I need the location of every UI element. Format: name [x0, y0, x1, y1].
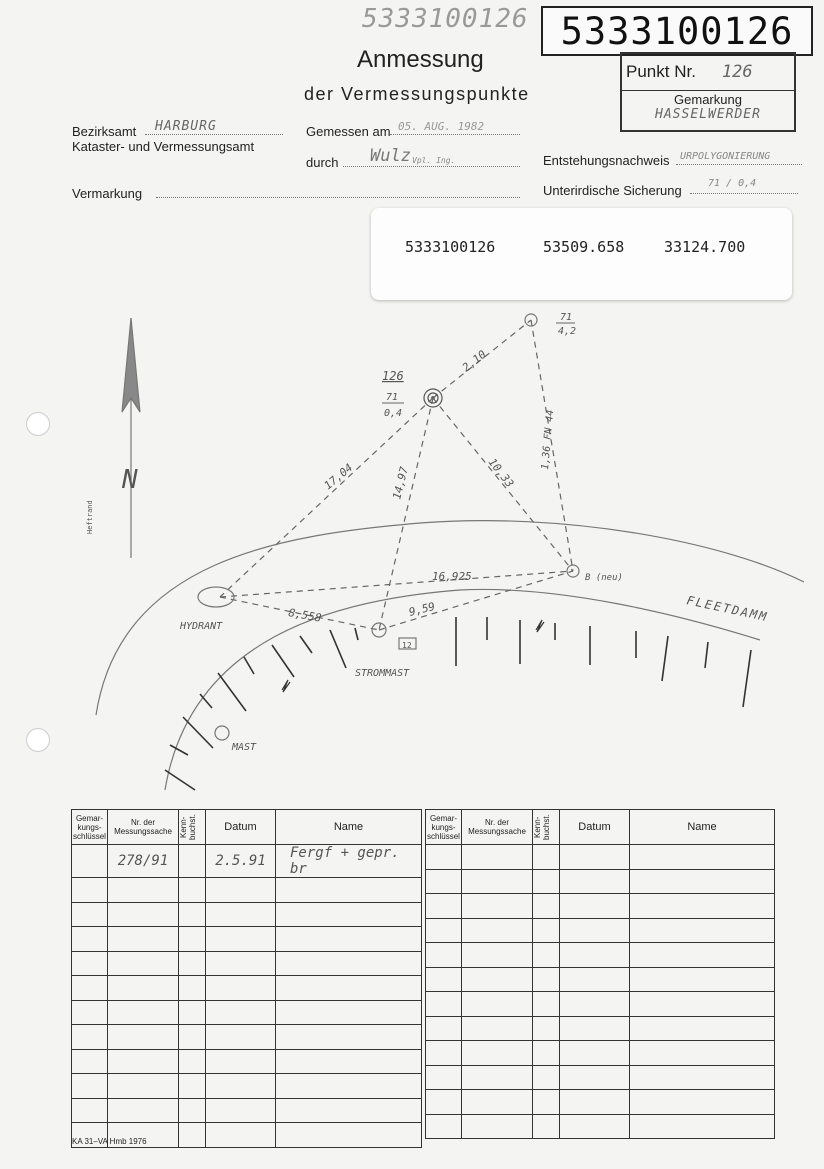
table-cell	[560, 1090, 630, 1115]
table-row	[426, 1041, 775, 1066]
table-cell	[72, 1074, 108, 1099]
table-cell	[108, 1074, 179, 1099]
dist-left: 17,04	[321, 461, 356, 493]
table-cell	[560, 869, 630, 894]
line-strommast-b	[379, 571, 573, 630]
b-label: B (neu)	[585, 573, 623, 583]
table-cell	[426, 1016, 462, 1041]
bezirksamt-line	[145, 134, 283, 135]
table-cell	[206, 878, 276, 903]
durch-line	[343, 166, 520, 167]
line-126-strommast	[379, 398, 433, 630]
table-cell	[462, 992, 533, 1017]
table-cell	[533, 992, 560, 1017]
table-cell	[426, 918, 462, 943]
table-cell	[560, 1016, 630, 1041]
table-row	[72, 976, 422, 1001]
table-cell	[426, 992, 462, 1017]
table-cell	[560, 845, 630, 870]
cell-datum: 2.5.91	[206, 845, 276, 878]
dist-mast: 9,59	[407, 599, 437, 619]
table-cell	[108, 878, 179, 903]
table-row	[426, 1090, 775, 1115]
table-cell	[179, 951, 206, 976]
th-messungssache: Nr. der Messungssache	[108, 810, 179, 845]
table-cell	[462, 845, 533, 870]
dist-right: 10,33	[485, 455, 517, 490]
table-cell	[206, 951, 276, 976]
table-cell	[462, 967, 533, 992]
lightning-symbol-right	[536, 620, 544, 632]
sicherung-line	[690, 193, 798, 194]
table-cell	[462, 1114, 533, 1139]
th-kennbuchst	[533, 810, 560, 845]
table-cell	[206, 1049, 276, 1074]
strommast-label: STROMMAST	[355, 668, 410, 679]
table-cell	[462, 1065, 533, 1090]
page-title: Anmessung	[357, 46, 484, 73]
table-cell	[533, 894, 560, 919]
cell-kennbuchst	[179, 845, 206, 878]
table-cell	[462, 1090, 533, 1115]
table-cell	[560, 918, 630, 943]
table-cell	[533, 918, 560, 943]
table-cell	[206, 1123, 276, 1148]
point-126-label: 126	[382, 369, 404, 383]
point-hydrant	[198, 587, 234, 607]
table-row	[72, 1098, 422, 1123]
table-cell	[179, 902, 206, 927]
gemarkung-label: Gemarkung	[674, 92, 742, 107]
bezirksamt-value: HARBURG	[155, 119, 217, 134]
table-cell	[630, 1114, 775, 1139]
table-row	[72, 1025, 422, 1050]
table-cell	[276, 1025, 422, 1050]
table-row	[426, 1016, 775, 1041]
fleetdamm-label: FLEETDAMM	[685, 593, 770, 625]
table-row	[426, 1065, 775, 1090]
table-cell	[206, 1074, 276, 1099]
table-row	[72, 902, 422, 927]
point-126-center	[432, 397, 435, 400]
gemessen-value: 05. AUG. 1982	[398, 120, 485, 133]
road-upper-curve	[96, 521, 804, 715]
table-cell	[533, 1065, 560, 1090]
table-cell	[108, 951, 179, 976]
table-cell	[276, 951, 422, 976]
table-cell	[462, 943, 533, 968]
entstehung-label: Entstehungsnachweis	[543, 153, 670, 168]
table-cell	[533, 1041, 560, 1066]
mast-label: MAST	[232, 742, 257, 753]
table-cell	[276, 878, 422, 903]
durch-value: Wulz	[370, 146, 411, 166]
th-messungssache: Nr. der Messungssache	[462, 810, 533, 845]
table-cell	[630, 869, 775, 894]
table-cell	[72, 951, 108, 976]
th-gemarkung: Gemar-kungs-schlüssel	[426, 810, 462, 845]
lightning-symbol-left	[282, 680, 290, 692]
table-cell	[108, 902, 179, 927]
table-cell	[533, 845, 560, 870]
table-cell	[206, 927, 276, 952]
table-cell	[560, 894, 630, 919]
th-datum: Datum	[206, 810, 276, 845]
top-frac-bottom: 4,2	[558, 326, 577, 337]
table-row	[426, 894, 775, 919]
box-12-label: 12	[402, 641, 412, 650]
th-kennbuchst	[179, 810, 206, 845]
table-cell	[426, 967, 462, 992]
table-cell	[179, 1000, 206, 1025]
coordinate-strip	[371, 208, 792, 300]
table-cell	[276, 1098, 422, 1123]
table-cell	[206, 976, 276, 1001]
vermarkung-line	[156, 197, 520, 198]
vermarkung-label: Vermarkung	[72, 186, 143, 201]
table-cell	[276, 1123, 422, 1148]
table-cell	[108, 976, 179, 1001]
table-cell	[72, 1049, 108, 1074]
stamp-number	[541, 6, 813, 56]
gemessen-line	[390, 134, 520, 135]
table-cell	[179, 1098, 206, 1123]
bezirksamt-label: Bezirksamt	[72, 124, 137, 139]
table-cell	[426, 1041, 462, 1066]
gemessen-label: Gemessen am	[306, 124, 391, 139]
table-cell	[630, 1016, 775, 1041]
gemarkung-value: HASSELWERDER	[655, 107, 761, 122]
table-cell	[630, 918, 775, 943]
coord-y: 33124.700	[664, 238, 746, 256]
th-datum: Datum	[560, 810, 630, 845]
table-cell	[630, 845, 775, 870]
point-mast	[215, 726, 229, 740]
table-cell	[276, 1000, 422, 1025]
table-row	[72, 878, 422, 903]
table-cell	[462, 1041, 533, 1066]
table-cell	[206, 1000, 276, 1025]
table-cell	[533, 943, 560, 968]
table-cell	[179, 927, 206, 952]
table-cell	[630, 1090, 775, 1115]
th-kennbuchst-text: Kenn-buchst.	[533, 814, 551, 840]
north-arrow-head	[122, 318, 140, 412]
point-126-frac-bottom: 0,4	[384, 408, 403, 419]
table-cell	[426, 943, 462, 968]
durch-label: durch	[306, 155, 339, 170]
punkt-label: Punkt Nr.	[626, 62, 696, 81]
th-kennbuchst-text: Kenn-buchst.	[179, 814, 197, 840]
table-cell	[630, 894, 775, 919]
table-cell	[179, 1123, 206, 1148]
table-cell	[560, 1041, 630, 1066]
table-left-header	[72, 810, 422, 845]
table-cell	[533, 1016, 560, 1041]
table-cell	[533, 1090, 560, 1115]
table-row	[426, 918, 775, 943]
dist-bottom: 16,925	[432, 570, 472, 583]
table-cell	[560, 967, 630, 992]
table-cell	[426, 845, 462, 870]
table-cell	[108, 1049, 179, 1074]
table-cell	[560, 943, 630, 968]
table-row	[72, 927, 422, 952]
table-cell	[72, 976, 108, 1001]
table-row	[72, 1000, 422, 1025]
table-cell	[276, 1049, 422, 1074]
table-cell	[108, 1025, 179, 1050]
heftrand-label: Heftrand	[86, 500, 94, 534]
table-cell	[630, 1065, 775, 1090]
table-row	[72, 1049, 422, 1074]
coord-point-id: 5333100126	[405, 238, 496, 256]
sicherung-value: 71 / 0,4	[708, 178, 757, 189]
table-cell	[206, 902, 276, 927]
table-cell	[72, 902, 108, 927]
table-row	[72, 1074, 422, 1099]
table-cell	[462, 869, 533, 894]
table-cell	[179, 1025, 206, 1050]
table-right-header	[426, 810, 775, 845]
table-cell	[72, 1000, 108, 1025]
table-cell	[426, 1090, 462, 1115]
table-left	[71, 809, 422, 1148]
hydrant-label: HYDRANT	[180, 621, 223, 632]
kataster-label: Kataster- und Vermessungsamt	[72, 139, 255, 154]
punkt-value: 126	[721, 62, 753, 82]
table-cell	[108, 1098, 179, 1123]
table-cell	[276, 902, 422, 927]
north-label: N	[122, 465, 138, 495]
th-name: Name	[276, 810, 422, 845]
table-cell	[179, 976, 206, 1001]
table-cell	[560, 1065, 630, 1090]
table-cell	[276, 1074, 422, 1099]
cell-name: Fergf + gepr. br	[276, 845, 422, 878]
table-row	[72, 845, 422, 878]
table-cell	[630, 992, 775, 1017]
table-right	[425, 809, 775, 1139]
table-cell	[462, 1016, 533, 1041]
entstehung-value: URPOLYGONIERUNG	[680, 151, 771, 162]
table-cell	[630, 967, 775, 992]
table-cell	[179, 1049, 206, 1074]
top-frac-top: 71	[560, 312, 573, 323]
table-cell	[560, 992, 630, 1017]
table-cell	[462, 918, 533, 943]
table-cell	[206, 1025, 276, 1050]
table-cell	[533, 1114, 560, 1139]
entstehung-line	[676, 164, 802, 165]
table-cell	[206, 1098, 276, 1123]
table-cell	[72, 878, 108, 903]
table-cell	[72, 927, 108, 952]
punkt-box	[620, 52, 796, 132]
road-edge-curve	[165, 589, 760, 790]
table-cell	[426, 869, 462, 894]
table-cell	[72, 1098, 108, 1123]
sicherung-label: Unterirdische Sicherung	[543, 183, 682, 198]
table-cell	[276, 927, 422, 952]
line-hydrant-b	[220, 571, 573, 597]
handwritten-number: 5333100126	[362, 4, 529, 34]
table-row	[426, 845, 775, 870]
th-gemarkung: Gemar-kungs-schlüssel	[72, 810, 108, 845]
table-cell	[630, 1041, 775, 1066]
durch-suffix: Vpl. Ing.	[412, 156, 456, 165]
table-cell	[108, 927, 179, 952]
survey-sketch	[0, 300, 824, 800]
table-row	[426, 992, 775, 1017]
stamp-number-text: 5333100126	[560, 9, 794, 53]
table-row	[426, 943, 775, 968]
table-cell	[560, 1114, 630, 1139]
form-code: KA 31–VA Hmb 1976	[72, 1137, 147, 1146]
dist-vertical: 1,36 FN 44	[540, 409, 557, 471]
table-cell	[179, 1074, 206, 1099]
table-cell	[533, 967, 560, 992]
page-subtitle: der Vermessungspunkte	[304, 84, 530, 104]
cell-gemarkung	[72, 845, 108, 878]
dist-mid: 14,97	[390, 465, 411, 501]
table-cell	[426, 1114, 462, 1139]
table-cell	[108, 1000, 179, 1025]
point-126-frac-top: 71	[386, 392, 399, 403]
dist-hydrant: 8,558	[287, 606, 323, 625]
table-cell	[179, 878, 206, 903]
coord-x: 53509.658	[543, 238, 625, 256]
table-cell	[72, 1025, 108, 1050]
dist-top: 2,10	[459, 347, 489, 375]
table-cell	[630, 943, 775, 968]
table-cell	[276, 976, 422, 1001]
table-cell	[462, 894, 533, 919]
table-row	[426, 1114, 775, 1139]
table-cell	[426, 1065, 462, 1090]
table-row	[426, 967, 775, 992]
table-row	[426, 869, 775, 894]
th-name: Name	[630, 810, 775, 845]
table-row	[72, 951, 422, 976]
cell-messungssache: 278/91	[108, 845, 179, 878]
table-cell	[533, 869, 560, 894]
table-cell	[426, 894, 462, 919]
